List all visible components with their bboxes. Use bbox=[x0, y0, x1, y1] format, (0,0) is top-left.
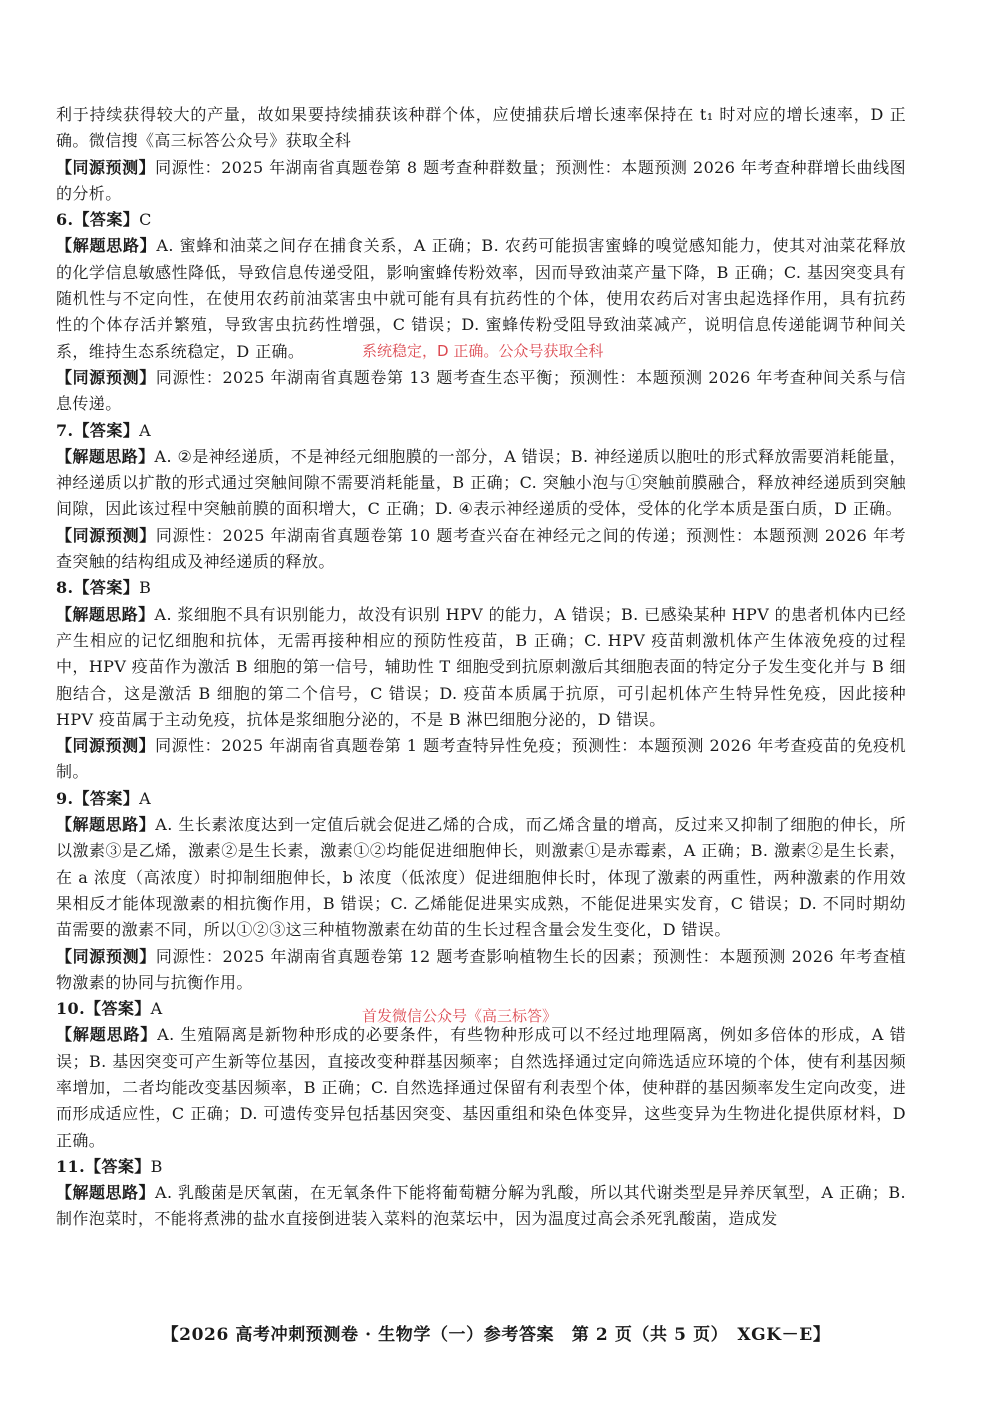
paragraph-text: A bbox=[150, 999, 163, 1019]
paragraph-answer bbox=[56, 207, 906, 233]
section-tag: 【解题思路】 bbox=[56, 236, 157, 256]
paragraph-tag bbox=[56, 812, 906, 943]
watermark-2: 首发微信公众号《高三标答》 bbox=[362, 1007, 558, 1025]
paragraph-tag bbox=[56, 1022, 906, 1153]
paragraph-tag bbox=[56, 602, 906, 733]
section-tag: 【解题思路】 bbox=[56, 446, 155, 466]
section-tag: 【解题思路】 bbox=[56, 1183, 155, 1203]
section-tag: 【答案】 bbox=[73, 578, 140, 598]
paragraph-text: A. 蜜蜂和油菜之间存在捕食关系，A 正确；B. 农药可能损害蜜蜂的嗅觉感知能力，使其对油菜花释放的化学信息敏感性降低，导致信息传递受阻，影响蜜蜂传粉效率，因而导致油菜产量下降，B 正确；C. 基因突变具有随机性与不定向性，在使用农药前油菜害虫中就可能有具有抗药性的个体，使用农药后对害虫起选择作用，具有抗药性的个体存活并繁殖，导致害虫抗药性增强，C 错误；D. 蜜蜂传粉受阻导致油菜减产，说明信息传递能调节种间关系，维持生态系统稳定，D 正确。 bbox=[56, 236, 906, 361]
paragraph-text: 同源性：2025 年湖南省真题卷第 8 题考查种群数量；预测性：本题预测 2026 年考查种群增长曲线图的分析。 bbox=[56, 157, 906, 203]
paragraph-tag bbox=[56, 1180, 906, 1233]
paragraph-text: 同源性：2025 年湖南省真题卷第 1 题考查特异性免疫；预测性：本题预测 2026 年考查疫苗的免疫机制。 bbox=[56, 736, 906, 782]
section-tag: 【答案】 bbox=[73, 420, 140, 440]
paragraph-tag bbox=[56, 155, 906, 208]
section-tag: 【同源预测】 bbox=[56, 736, 156, 756]
section-tag: 【解题思路】 bbox=[56, 1025, 158, 1045]
paragraph-text: A. 浆细胞不具有识别能力，故没有识别 HPV 的能力，A 错误；B. 已感染某种 HPV 的患者机体内已经产生相应的记忆细胞和抗体，无需再接种相应的预防性疫苗，B 正确；C. HPV 疫苗刺激机体产生体液免疫的过程中，HPV 疫苗作为激活 B 细胞的第一信号，辅助性 T 细胞受到抗原刺激后其细胞表面的特定分子发生变化并与 B 细胞结合，这是激活 B 细胞的第二个信号，C 错误；D. 疫苗本质属于抗原，可引起机体产生特异性免疫，因此接种 HPV 疫苗属于主动免疫，抗体是浆细胞分泌的，不是 B 淋巴细胞分泌的，D 错误。 bbox=[56, 604, 906, 729]
watermark-1: 系统稳定，D 正确。公众号获取全科 bbox=[362, 342, 604, 360]
paragraph-tag bbox=[56, 944, 906, 997]
paragraph-text: A. ②是神经递质，不是神经元细胞膜的一部分，A 错误；B. 神经递质以胞吐的形式释放需要消耗能量，神经递质以扩散的形式通过突触间隙不需要消耗能量，B 正确；C. 突触小泡与①突触前膜融合，释放神经递质到突触间隙，因此该过程中突触前膜的面积增大，C 正确；D. ④表示神经递质的受体，受体的化学本质是蛋白质，D 正确。 bbox=[56, 446, 906, 519]
section-tag: 【同源预测】 bbox=[56, 946, 156, 966]
question-number: 9. bbox=[56, 788, 74, 808]
section-tag: 【答案】 bbox=[73, 788, 140, 808]
paragraph-text: A bbox=[139, 420, 152, 440]
question-number: 10. bbox=[56, 999, 86, 1019]
paragraph-answer bbox=[56, 575, 906, 601]
paragraph-text: A. 生殖隔离是新物种形成的必要条件，有些物种形成可以不经过地理隔离，例如多倍体的形成，A 错误；B. 基因突变可产生新等位基因，直接改变种群基因频率；自然选择通过定向筛选适应环境的个体，使有利基因频率增加，二者均能改变基因频率，B 正确；C. 自然选择通过保留有利表型个体，使种群的基因频率发生定向改变，进而形成适应性，C 正确；D. 可遗传变异包括基因突变、基因重组和染色体变异，这些变异为生物进化提供原材料，D 正确。 bbox=[56, 1025, 907, 1150]
paragraph-answer bbox=[56, 1154, 906, 1180]
paragraph-text: A. 乳酸菌是厌氧菌，在无氧条件下能将葡萄糖分解为乳酸，所以其代谢类型是异养厌氧型，A 正确；B. 制作泡菜时，不能将煮沸的盐水直接倒进装入菜料的泡菜坛中，因为温度过高会杀死乳酸菌，造成发 bbox=[56, 1183, 907, 1229]
paragraph-text: C bbox=[139, 210, 152, 230]
paragraph-text: A. 生长素浓度达到一定值后就会促进乙烯的合成，而乙烯含量的增高，反过来又抑制了细胞的伸长，所以激素③是乙烯，激素②是生长素，激素①②均能促进细胞伸长，则激素①是赤霉素，A 正确；B. 激素②是生长素，在 a 浓度（高浓度）时抑制细胞伸长，b 浓度（低浓度）促进细胞伸长时，体现了激素的两重性，两种激素的作用效果相反才能体现激素的相抗衡作用，B 错误；C. 乙烯能促进果实成熟，不能促进果实发育，C 错误；D. 不同时期幼苗需要的激素不同，所以①②③这三种植物激素在幼苗的生长过程含量会发生变化，D 错误。 bbox=[56, 815, 906, 940]
section-tag: 【解题思路】 bbox=[56, 815, 156, 835]
paragraph-text bbox=[56, 102, 906, 155]
paragraph-text: 同源性：2025 年湖南省真题卷第 10 题考查兴奋在神经元之间的传递；预测性：本题预测 2026 年考查突触的结构组成及神经递质的释放。 bbox=[56, 525, 907, 572]
question-number: 7. bbox=[56, 420, 74, 440]
paragraph-text: B bbox=[139, 578, 152, 598]
paragraph-tag bbox=[56, 365, 906, 418]
paragraph-answer bbox=[56, 418, 906, 444]
paragraph-text: A bbox=[139, 788, 152, 808]
section-tag: 【同源预测】 bbox=[56, 157, 156, 177]
section-tag: 【同源预测】 bbox=[56, 525, 156, 545]
paragraph-text: B bbox=[150, 1156, 163, 1176]
paragraph-tag bbox=[56, 733, 906, 786]
question-number: 8. bbox=[56, 578, 74, 598]
section-tag: 【答案】 bbox=[73, 210, 140, 230]
paragraph-text: 利于持续获得较大的产量，故如果要持续捕获该种群个体，应使捕获后增长速率保持在 t₁ 时对应的增长速率，D 正确。微信搜《高三标答公众号》获取全科 bbox=[56, 105, 906, 151]
page-footer: 【2026 高考冲刺预测卷 · 生物学（一）参考答案 第 2 页（共 5 页） XGK－E】 bbox=[161, 1325, 831, 1345]
paragraph-answer bbox=[56, 786, 906, 812]
question-number: 11. bbox=[56, 1156, 86, 1176]
paragraph-text: 同源性：2025 年湖南省真题卷第 12 题考查影响植物生长的因素；预测性：本题预测 2026 年考查植物激素的协同与抗衡作用。 bbox=[56, 946, 907, 992]
paragraph-tag bbox=[56, 523, 906, 576]
question-number: 6. bbox=[56, 210, 74, 230]
paragraph-tag bbox=[56, 444, 906, 523]
answer-text-body bbox=[56, 102, 906, 1233]
section-tag: 【同源预测】 bbox=[56, 367, 156, 387]
section-tag: 【答案】 bbox=[85, 999, 151, 1019]
paragraph-text: 同源性：2025 年湖南省真题卷第 13 题考查生态平衡；预测性：本题预测 2026 年考查种间关系与信息传递。 bbox=[56, 367, 907, 414]
section-tag: 【答案】 bbox=[85, 1156, 151, 1176]
section-tag: 【解题思路】 bbox=[56, 604, 155, 624]
